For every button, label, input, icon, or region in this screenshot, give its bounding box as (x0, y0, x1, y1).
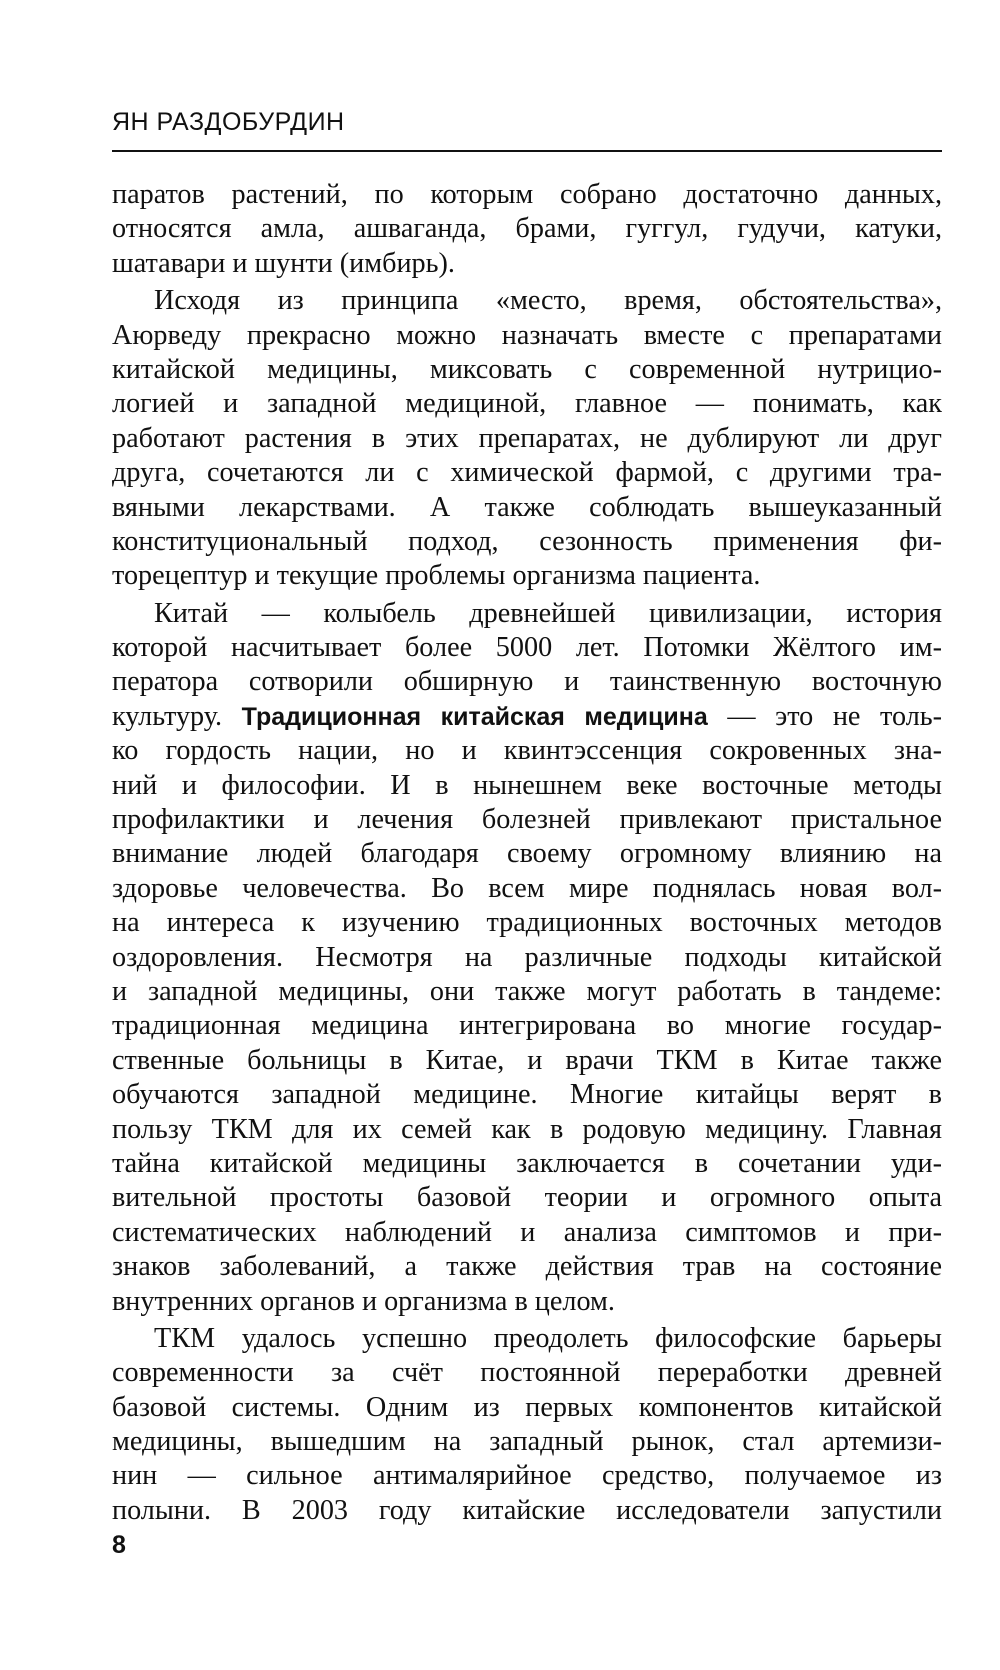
text-line: и западной медицины, они также могут работать в тандеме: (112, 975, 942, 1007)
text-line: вительной простоты базовой теории и огромного опыта (112, 1182, 942, 1214)
text-fragment: культуру. (112, 700, 242, 732)
header-rule (112, 150, 942, 152)
text-line: обучаются западной медицине. Многие китайцы верят в (112, 1079, 942, 1111)
text-line: современности за счёт постоянной переработки древней (112, 1357, 942, 1389)
text-line: логией и западной медициной, главное — понимать, как (112, 388, 942, 420)
text-line: работают растения в этих препаратах, не дублируют ли друг (112, 422, 942, 454)
text-line: внутренних органов и организма в целом. (112, 1285, 615, 1317)
text-line: друга, сочетаются ли с химической фармой, с другими тра- (112, 457, 942, 489)
text-line: паратов растений, по которым собрано достаточно данных, (112, 179, 942, 210)
text-line: конституциональный подход, сезонность применения фи- (112, 525, 942, 557)
text-line: профилактики и лечения болезней привлекают пристальное (112, 804, 942, 836)
text-line: китайской медицины, миксовать с современной нутрицио- (112, 353, 942, 385)
text-fragment: — это не толь- (707, 700, 942, 732)
paragraph-3 (112, 597, 942, 1319)
text-line: которой насчитывает более 5000 лет. Потомки Жёлтого им- (112, 632, 942, 664)
text-line: ператора сотворили обширную и таинственную восточную (112, 666, 942, 698)
text-line: нин — сильное антималярийное средство, получаемое из (112, 1460, 942, 1492)
text-line: внимание людей благодаря своему огромному влиянию на (112, 838, 942, 870)
text-line: базовой системы. Одним из первых компонентов китайской (112, 1391, 942, 1423)
text-line: знаков заболеваний, а также действия трав на состояние (112, 1251, 942, 1283)
body-text (112, 178, 942, 1528)
text-line: ко гордость нации, но и квинтэссенция сокровенных зна- (112, 735, 942, 767)
text-line: оздоровления. Несмотря на различные подходы китайской (112, 941, 942, 973)
text-line: медицины, вышедшим на западный рынок, стал артемизи- (112, 1426, 942, 1458)
running-head: ЯН РАЗДОБУРДИН (112, 108, 345, 136)
text-line: относятся амла, ашваганда, брами, гуггул, гудучи, катуки, (112, 213, 942, 245)
paragraph-4 (112, 1322, 942, 1528)
text-line-with-term (112, 700, 942, 734)
paragraph-1 (112, 178, 942, 281)
text-line: ний и философии. И в нынешнем веке восточные методы (112, 769, 942, 801)
paragraph-2 (112, 284, 942, 594)
page-number: 8 (112, 1531, 126, 1559)
text-line: вяными лекарствами. А также соблюдать вышеуказанный (112, 491, 942, 523)
term-traditional-chinese-medicine: Традиционная китайская медицина (241, 702, 708, 731)
text-line: Китай — колыбель древнейшей цивилизации, история (154, 597, 942, 629)
text-line: Исходя из принципа «место, время, обстоятельства», (154, 285, 942, 317)
text-line: пользу ТКМ для их семей как в родовую медицину. Главная (112, 1113, 942, 1145)
text-line: тайна китайской медицины заключается в сочетании уди- (112, 1147, 942, 1179)
text-line: систематических наблюдений и анализа симптомов и при- (112, 1216, 942, 1248)
text-line: ственные больницы в Китае, и врачи ТКМ в Китае также (112, 1044, 942, 1076)
text-line: ТКМ удалось успешно преодолеть философские барьеры (154, 1322, 942, 1354)
text-line: на интереса к изучению традиционных восточных методов (112, 907, 942, 939)
text-line: шатавари и шунти (имбирь). (112, 247, 455, 279)
text-line: Аюрведу прекрасно можно назначать вместе с препаратами (112, 319, 942, 351)
text-line: традиционная медицина интегрирована во многие государ- (112, 1010, 942, 1042)
text-line: здоровье человечества. Во всем мире поднялась новая вол- (112, 872, 942, 904)
text-line: полыни. В 2003 году китайские исследователи запустили (112, 1494, 942, 1526)
text-line: торецептур и текущие проблемы организма пациента. (112, 560, 761, 592)
